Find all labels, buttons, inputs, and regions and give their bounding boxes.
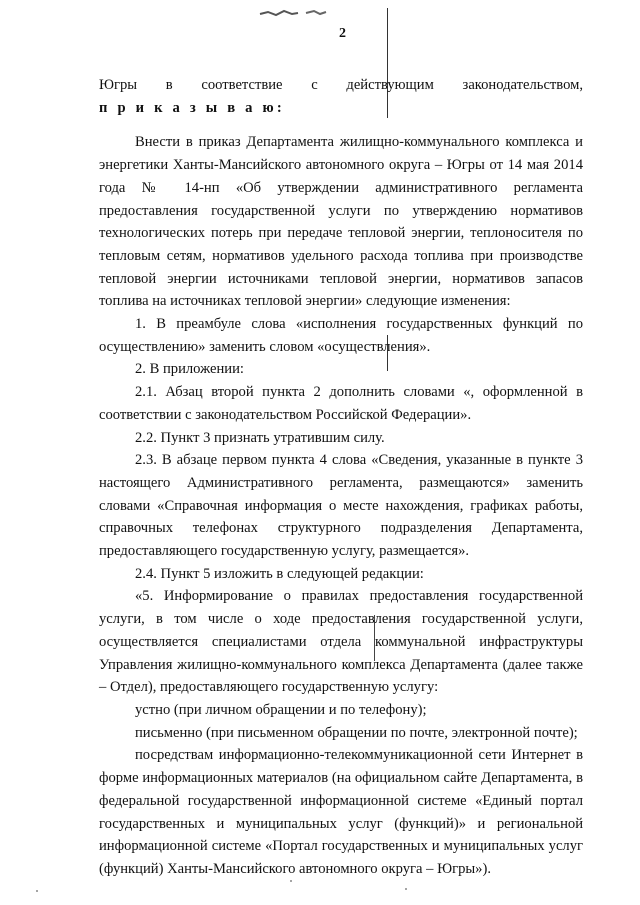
paragraph: 2.4. Пункт 5 изложить в следующей редакции: [135, 565, 424, 582]
scan-speck [405, 888, 407, 890]
paragraph: посредствам информационно-телекоммуникационной сети Интернет в форме информационных материалов (на официальном сайте Департамента, в федеральной государственной информационной системе «Единый портал государственных и муниципальных услуг (функций)» и региональной информационной системе «Портал государственных и муниципальных услуг (функций) Ханты-Мансийского автономного округа – Югры»). [99, 747, 583, 877]
document-body [99, 74, 583, 881]
scan-speck [290, 880, 292, 882]
paragraph: устно (при личном обращении и по телефону); [135, 701, 427, 718]
paragraph: 2.3. В абзаце первом пункта 4 слова «Сведения, указанные в пункте 3 настоящего Административного регламента, размещаются» заменить словами «Справочная информация о месте нахождения, графиках работы, справочных телефонах структурного подразделения Департамента, предоставляющего государственную услугу, размещается». [99, 452, 583, 560]
paragraph: Югры в соответствие с действующим законодательством, [99, 77, 583, 93]
paragraph: 2.1. Абзац второй пункта 2 дополнить словами «, оформленной в соответствии с законодательством Российской Федерации». [99, 384, 583, 423]
paragraph: «5. Информирование о правилах предоставления государственной услуги, в том числе о ходе предоставления государственной услуги, осуществляется специалистами отдела коммунальной инфраструктуры Управления жилищно-коммунального комплекса Департамента (далее также – Отдел), предоставляющего государственную услугу: [99, 588, 583, 696]
page-number: 2 [339, 26, 346, 41]
paragraph: 1. В преамбуле слова «исполнения государственных функций по осуществлению» заменить словом «осуществления». [99, 316, 583, 355]
paragraph: Внести в приказ Департамента жилищно-коммунального комплекса и энергетики Ханты-Мансийского автономного округа – Югры от 14 мая 2014 года № 14-нп «Об утверждении административного регламента предоставления государственной услуги по утверждению нормативов технологических потерь при передаче тепловой энергии, теплоносителя по тепловым сетям, нормативов удельного расхода топлива при производстве тепловой энергии источниками тепловой энергии, нормативов запасов топлива на источниках тепловой энергии» следующие изменения: [99, 134, 583, 310]
scan-artifact-top [258, 6, 328, 16]
scan-noise-icon [258, 9, 328, 19]
paragraph: 2.2. Пункт 3 признать утратившим силу. [135, 429, 385, 446]
paragraph: письменно (при письменном обращении по почте, электронной почте); [135, 724, 578, 741]
scan-speck [36, 890, 38, 892]
order-word: п р и к а з ы в а ю: [99, 99, 285, 116]
paragraph: 2. В приложении: [135, 361, 244, 378]
